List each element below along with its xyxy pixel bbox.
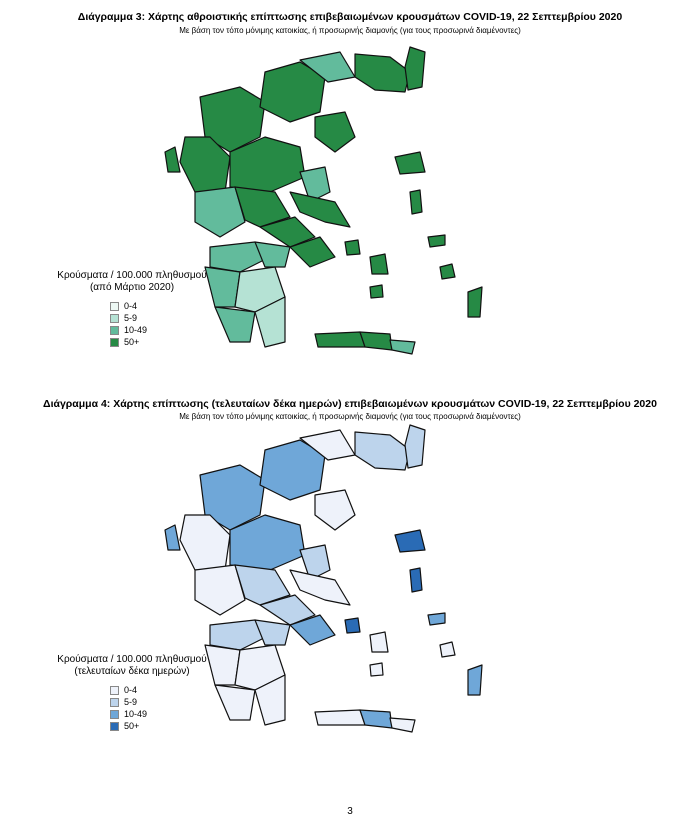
region-corfu [165, 147, 180, 172]
map2-legend-label: 0-4 [124, 685, 138, 695]
region-chalkidiki [315, 490, 355, 530]
map1-legend-subtitle: (από Μάρτιο 2020) [89, 282, 175, 293]
map2-legend-item [110, 708, 222, 720]
map1-legend-label: 5-9 [124, 313, 138, 323]
region-samos [428, 613, 445, 625]
map2-legend-swatch [110, 710, 119, 719]
map1-title: Διάγραμμα 3: Χάρτης αθροιστικής επίπτωσης επιβεβαιωμένων κρουσμάτων COVID-19, 22 Σεπτεμβρίου 2020 [77, 11, 623, 23]
map1-legend-swatch [110, 326, 119, 335]
region-corfu [165, 525, 180, 550]
map2-legend-title: Κρούσματα / 100.000 πληθυσμού [57, 654, 207, 665]
region-crete-e [390, 340, 415, 354]
map2-legend-label: 50+ [124, 721, 140, 731]
map2-legend-label: 5-9 [124, 697, 138, 707]
map1-legend-item [110, 300, 222, 312]
region-chalkidiki [315, 112, 355, 152]
map1-legend-label: 0-4 [124, 301, 138, 311]
map2-legend [42, 654, 222, 732]
map1-legend-item [110, 324, 222, 336]
region-naxos [370, 632, 388, 652]
region-naxos [370, 254, 388, 274]
region-cyclades-s [370, 285, 383, 298]
region-crete-c [360, 710, 392, 728]
map2-legend-swatch [110, 722, 119, 731]
map1-legend-label: 10-49 [124, 325, 148, 335]
map2-legend-swatch [110, 698, 119, 707]
map2-legend-item [110, 720, 222, 732]
region-corinthia [255, 242, 290, 267]
map2-subtitle: Με βάση τον τόπο μόνιμης κατοικίας, ή προσωρινής διαμονής (για τους προσωρινά διαμένοντες) [179, 412, 521, 421]
map2-legend-subtitle: (τελευταίων δέκα ημερών) [74, 666, 190, 677]
map1-legend [42, 270, 222, 348]
region-dodecanese [440, 264, 455, 279]
map1-legend-title: Κρούσματα / 100.000 πληθυσμού [57, 270, 207, 281]
map2-legend-swatch [110, 686, 119, 695]
region-evros [405, 47, 425, 90]
region-crete-w [315, 332, 365, 347]
map2-title: Διάγραμμα 4: Χάρτης επίπτωσης (τελευταίων δέκα ημερών) επιβεβαιωμένων κρουσμάτων COVID-19, 22 Σεπτεμβρίου 2020 [43, 398, 657, 410]
map1-subtitle: Με βάση τον τόπο μόνιμης κατοικίας, ή προσωρινής διαμονής (για τους προσωρινά διαμένοντες) [179, 26, 521, 35]
region-cyclades-n [345, 240, 360, 255]
map2-legend-label: 10-49 [124, 709, 148, 719]
region-cyclades-n [345, 618, 360, 633]
region-samos [428, 235, 445, 247]
map1-legend-label: 50+ [124, 337, 140, 347]
region-lesvos [395, 152, 425, 174]
page-number: 3 [347, 806, 353, 817]
region-rhodes [468, 665, 482, 695]
map1-legend-swatch [110, 302, 119, 311]
region-crete-e [390, 718, 415, 732]
map1-legend-swatch [110, 314, 119, 323]
region-chios [410, 190, 422, 214]
region-dodecanese [440, 642, 455, 657]
region-chios [410, 568, 422, 592]
region-cyclades-s [370, 663, 383, 676]
region-lesvos [395, 530, 425, 552]
region-corinthia [255, 620, 290, 645]
map2-legend-item [110, 696, 222, 708]
map2-legend-item [110, 684, 222, 696]
map1-legend-item [110, 312, 222, 324]
region-crete-w [315, 710, 365, 725]
region-thrace [355, 54, 410, 92]
region-rhodes [468, 287, 482, 317]
map1-legend-swatch [110, 338, 119, 347]
region-evros [405, 425, 425, 468]
region-thrace [355, 432, 410, 470]
map1-legend-item [110, 336, 222, 348]
region-crete-c [360, 332, 392, 350]
